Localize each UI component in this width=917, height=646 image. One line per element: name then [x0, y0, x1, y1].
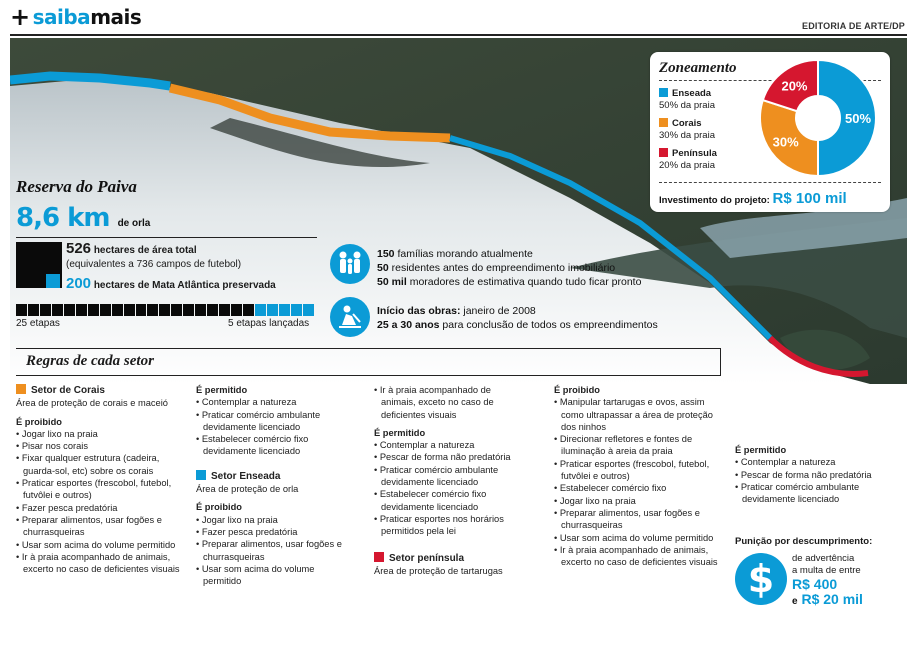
area-total-note: (equivalentes a 736 campos de futebol) — [66, 259, 242, 270]
rule-item: • Contemplar a natureza — [196, 397, 297, 408]
area-total — [66, 242, 241, 272]
stage-planned — [16, 304, 27, 316]
stats-divider — [16, 237, 317, 238]
rule-item: • Contemplar a natureza — [735, 457, 836, 468]
sector-corais-title: Setor de Corais — [16, 384, 184, 397]
stage-launched — [279, 304, 290, 316]
rule-item: • Preparar alimentos, usar fogões e churrasqueiras — [196, 539, 342, 562]
stage-planned — [124, 304, 135, 316]
penalty-text: de advertência a multa de entre R$ 400 e R$ 20 mil — [792, 553, 863, 607]
rule-item: • Usar som acima do volume permitido — [554, 532, 714, 543]
area-mata-value: 200 — [66, 275, 92, 292]
stage-planned — [136, 304, 147, 316]
sector-corais-desc: Área de proteção de corais e maceió — [16, 398, 168, 409]
population-line-2: 50 residentes antes do empreendimento imobiliário — [377, 262, 616, 274]
corais-forbidden-head: É proibido — [16, 416, 62, 427]
sector-enseada-title: Setor Enseada — [196, 470, 346, 483]
rule-item: • Jogar lixo na praia — [16, 428, 98, 439]
area-mata-square — [46, 274, 60, 288]
enseada-forbidden-head: É proibido — [196, 502, 242, 513]
investment: Investimento do projeto: R$ 100 mil — [659, 190, 847, 207]
donut-label-península: 20% — [781, 78, 808, 94]
rules-column-enseada — [196, 384, 346, 587]
rule-item: • Ir à praia acompanhado de animais, excerto no caso de deficientes visuais — [16, 551, 180, 575]
people-icon — [330, 244, 370, 284]
rules-column-peninsula-forbidden — [554, 384, 722, 568]
corais-forbidden-list — [16, 428, 184, 576]
rule-item: • Preparar alimentos, usar fogões e churrasqueiras — [16, 514, 162, 538]
rule-item: • Praticar esportes (frescobol, futebol, futvôlei e outros) — [16, 478, 172, 501]
penalty-title: Punição por descumprimento: — [735, 536, 873, 547]
zoning-item-peninsula: Península 20% da praia — [659, 148, 717, 171]
rule-item: • Praticar esportes nos horários permitidos pela lei — [374, 513, 504, 537]
corais-sector-swatch — [16, 384, 26, 394]
rule-item: • Jogar lixo na praia — [554, 495, 636, 506]
stages-bar — [16, 304, 314, 316]
stage-planned — [171, 304, 182, 316]
area-mata — [66, 275, 276, 292]
dollar-icon: $ — [735, 553, 787, 605]
reserve-title: Reserva do Paiva — [16, 177, 137, 196]
stage-planned — [64, 304, 75, 316]
rule-item: • Fazer pesca predatória — [196, 526, 298, 537]
area-total-text: hectares de área total — [93, 245, 197, 256]
stage-planned — [28, 304, 39, 316]
stage-planned — [52, 304, 63, 316]
rule-item: • Estabelecer comércio fixo devidamente licenciado — [196, 434, 309, 457]
stage-planned — [159, 304, 170, 316]
rule-item: • Contemplar a natureza — [374, 440, 475, 451]
rule-item: • Direcionar refletores e fontes de iluminação à areia da praia — [554, 434, 693, 457]
stage-planned — [112, 304, 123, 316]
zoning-donut-chart — [750, 54, 886, 186]
enseada-forbidden-continued — [374, 384, 524, 421]
zoning-panel — [650, 52, 890, 212]
brand-saiba: saiba — [32, 5, 91, 29]
stage-planned — [40, 304, 51, 316]
enseada-forbidden-list — [196, 514, 346, 588]
rules-header — [16, 348, 721, 376]
zoning-item-corais: Corais 30% da praia — [659, 118, 715, 141]
stage-planned — [207, 304, 218, 316]
stage-planned — [243, 304, 254, 316]
enseada-allowed-list — [374, 439, 524, 537]
rule-item: • Manipular tartarugas e ovos, assim como ultrapassar a área de proteção dos ninhos — [554, 397, 713, 432]
rules-column-peninsula — [374, 384, 524, 577]
rule-item: • Fixar qualquer estrutura (cadeira, guarda-sol, etc) sobre os corais — [16, 453, 160, 476]
stage-launched — [267, 304, 278, 316]
stage-planned — [231, 304, 242, 316]
rule-item: • Estabelecer comércio fixo — [554, 483, 667, 494]
area-total-value: 526 — [66, 240, 92, 257]
rule-item: • Praticar comércio ambulante devidamente licenciado — [196, 409, 321, 432]
rule-item: • Praticar comércio ambulante devidamente licenciado — [735, 481, 860, 505]
corais-swatch — [659, 118, 668, 127]
beach-length — [16, 203, 150, 233]
population-info — [377, 247, 641, 289]
rule-item: • Usar som acima do volume permitido — [16, 539, 176, 550]
sector-peninsula-desc: Área de proteção de tartarugas — [374, 565, 503, 576]
stage-launched — [255, 304, 266, 316]
rule-item: • Preparar alimentos, usar fogões e churrasqueiras — [554, 507, 700, 531]
sector-enseada-desc: Área de proteção de orla — [196, 484, 299, 495]
stage-planned — [147, 304, 158, 316]
rules-column-peninsula-allowed — [735, 444, 900, 505]
rule-item: • Praticar esportes (frescobol, futebol, futvôlei e outros) — [554, 458, 710, 482]
works-line-1: Início das obras: janeiro de 2008 — [377, 305, 536, 317]
rule-item: • Pescar de forma não predatória — [374, 452, 511, 463]
corais-allowed-list — [196, 396, 346, 457]
rule-item: • Praticar comércio ambulante devidamente licenciado — [374, 464, 499, 488]
header-divider — [10, 34, 907, 36]
enseada-allowed-head: É permitido — [374, 427, 426, 438]
peninsula-forbidden-head: É proibido — [554, 385, 600, 395]
penalty-min: R$ 400 — [792, 576, 838, 592]
population-line-3: 50 mil moradores de estimativa quando tudo ficar pronto — [377, 276, 642, 288]
stage-planned — [100, 304, 111, 316]
stage-launched — [303, 304, 314, 316]
stage-planned — [195, 304, 206, 316]
rule-item: • Ir à praia acompanhado de animais, excerto no caso de deficientes visuais — [554, 544, 718, 568]
population-line-1: 150 famílias morando atualmente — [377, 248, 533, 260]
zoning-title: Zoneamento — [659, 60, 737, 76]
rule-item: • Fazer pesca predatória — [16, 502, 118, 513]
works-line-2: 25 a 30 anos para conclusão de todos os empreendimentos — [377, 319, 658, 331]
rule-item: • Pescar de forma não predatória — [735, 469, 872, 480]
credit: EDITORIA DE ARTE/DP — [802, 21, 905, 31]
rule-item: • Usar som acima do volume permitido — [196, 563, 315, 587]
stage-launched — [291, 304, 302, 316]
beach-length-value: 8,6 km — [16, 203, 110, 233]
stage-planned — [88, 304, 99, 316]
peninsula-allowed-head: É permitido — [735, 445, 787, 455]
area-mata-text: hectares de Mata Atlântica preservada — [93, 280, 276, 291]
rule-item: • Pisar nos corais — [16, 441, 88, 452]
zoning-item-enseada: Enseada 50% da praia — [659, 88, 715, 111]
rule-item: • Ir à praia acompanhado de animais, exceto no caso de deficientes visuais — [374, 385, 494, 420]
corais-allowed-head: É permitido — [196, 385, 248, 395]
rules-column-corais — [16, 384, 184, 575]
works-info — [377, 304, 658, 332]
investment-value: R$ 100 mil — [772, 190, 847, 207]
brand-mais: mais — [90, 5, 142, 29]
plus-icon: + — [10, 3, 30, 31]
stages-launched-label: 5 etapas lançadas — [228, 318, 310, 329]
stage-planned — [76, 304, 87, 316]
peninsula-swatch — [659, 148, 668, 157]
brand-logo — [10, 5, 141, 29]
stage-planned — [183, 304, 194, 316]
donut-label-enseada: 50% — [844, 111, 872, 126]
rule-item: • Estabelecer comércio fixo devidamente licenciado — [374, 489, 487, 512]
peninsula-sector-swatch — [374, 552, 384, 562]
peninsula-forbidden-list — [554, 396, 722, 568]
beach-length-suffix: de orla — [117, 218, 151, 229]
rules-title: Regras de cada setor — [26, 353, 154, 369]
rule-item: • Jogar lixo na praia — [196, 514, 278, 525]
enseada-swatch — [659, 88, 668, 97]
peninsula-allowed-list — [735, 456, 900, 505]
penalty-max: R$ 20 mil — [801, 591, 863, 607]
donut-label-corais: 30% — [772, 134, 799, 150]
worker-icon — [330, 297, 370, 337]
enseada-sector-swatch — [196, 470, 206, 480]
stage-planned — [219, 304, 230, 316]
sector-peninsula-title: Setor península — [374, 552, 524, 565]
stages-total-label: 25 etapas — [16, 318, 60, 329]
